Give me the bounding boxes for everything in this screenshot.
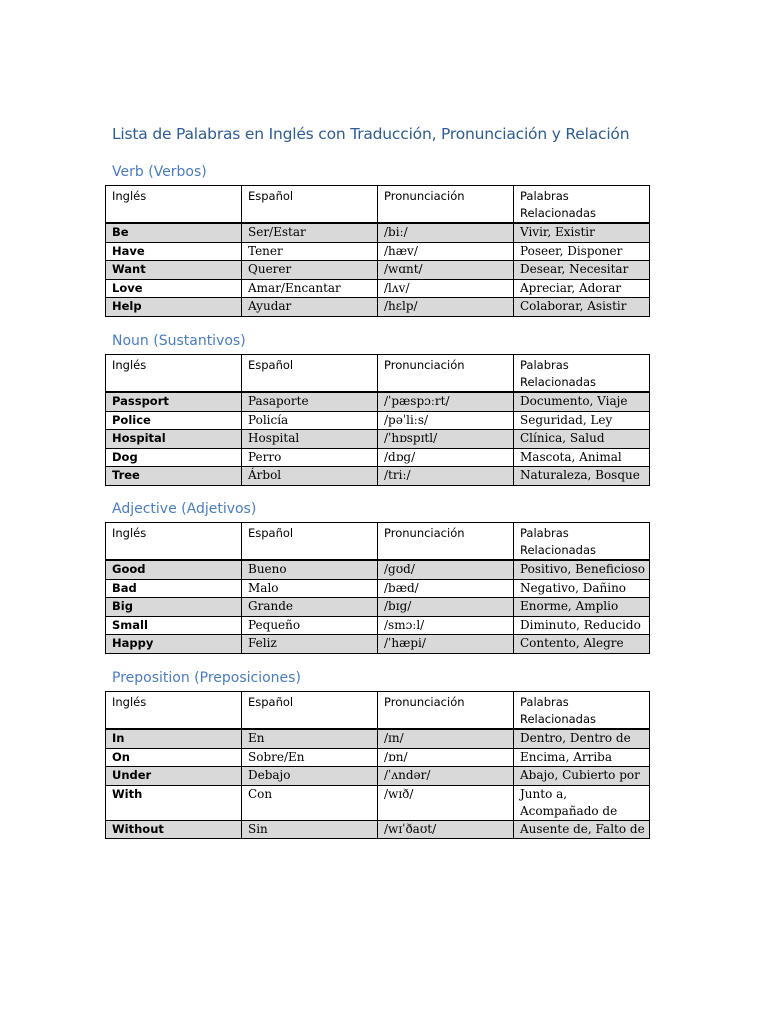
english-word: Hospital: [106, 430, 242, 449]
spanish-translation: Ser/Estar: [242, 223, 378, 242]
english-word: Love: [106, 279, 242, 298]
spanish-translation: Tener: [242, 242, 378, 261]
english-word: Small: [106, 616, 242, 635]
table-row: [106, 392, 650, 411]
spanish-translation: Árbol: [242, 467, 378, 486]
pronunciation: /smɔːl/: [378, 616, 514, 635]
english-word: Want: [106, 261, 242, 280]
pronunciation: /ˈhæpi/: [378, 635, 514, 654]
related-words: Clínica, Salud: [514, 430, 650, 449]
spanish-translation: Con: [242, 785, 378, 820]
section-heading: Noun (Sustantivos): [112, 333, 246, 349]
pronunciation: /bæd/: [378, 579, 514, 598]
header-pronunciation: Pronunciación: [378, 523, 514, 561]
table-row: [106, 279, 650, 298]
spanish-translation: Perro: [242, 448, 378, 467]
pronunciation: /bɪg/: [378, 598, 514, 617]
related-words: Diminuto, Reducido: [514, 616, 650, 635]
table-row: [106, 785, 650, 820]
related-words: Seguridad, Ley: [514, 411, 650, 430]
spanish-translation: Bueno: [242, 560, 378, 579]
header-spanish: Español: [242, 523, 378, 561]
table-header-row: [106, 523, 650, 561]
english-word: Happy: [106, 635, 242, 654]
english-word: On: [106, 748, 242, 767]
header-related-line2: Relacionadas: [520, 712, 597, 726]
spanish-translation: Hospital: [242, 430, 378, 449]
vocabulary-table: [105, 185, 650, 317]
english-word: Police: [106, 411, 242, 430]
pronunciation: /ɒn/: [378, 748, 514, 767]
related-words: Poseer, Disponer: [514, 242, 650, 261]
table-row: [106, 598, 650, 617]
section-prepositions: [105, 669, 649, 839]
table-row: [106, 616, 650, 635]
page-title: Lista de Palabras en Inglés con Traducción, Pronunciación y Relación: [112, 125, 630, 143]
english-word: Passport: [106, 392, 242, 411]
spanish-translation: Sin: [242, 820, 378, 839]
table-row: [106, 635, 650, 654]
header-related-line1: Palabras: [520, 189, 569, 203]
pronunciation: /hæv/: [378, 242, 514, 261]
table-header-row: [106, 355, 650, 393]
section-nouns: [105, 332, 649, 486]
spanish-translation: Sobre/En: [242, 748, 378, 767]
pronunciation: /ˈʌndər/: [378, 767, 514, 786]
pronunciation: /hɛlp/: [378, 298, 514, 317]
header-related-line1: Palabras: [520, 526, 569, 540]
english-word: With: [106, 785, 242, 820]
vocabulary-table: [105, 691, 650, 839]
header-related-line2: Relacionadas: [520, 543, 597, 557]
pronunciation: /dɒg/: [378, 448, 514, 467]
vocabulary-table: [105, 522, 650, 654]
table-row: [106, 579, 650, 598]
english-word: In: [106, 729, 242, 748]
header-related: [514, 355, 650, 393]
header-related: [514, 692, 650, 730]
english-word: Bad: [106, 579, 242, 598]
pronunciation: /wɑnt/: [378, 261, 514, 280]
section-heading: Verb (Verbos): [112, 164, 207, 180]
section-heading: Preposition (Preposiciones): [112, 670, 301, 686]
related-words: Negativo, Dañino: [514, 579, 650, 598]
spanish-translation: Grande: [242, 598, 378, 617]
table-row: [106, 767, 650, 786]
pronunciation: /ɪn/: [378, 729, 514, 748]
header-english: Inglés: [106, 355, 242, 393]
section-heading: Adjective (Adjetivos): [112, 501, 257, 517]
header-spanish: Español: [242, 692, 378, 730]
header-related: [514, 186, 650, 224]
english-word: Good: [106, 560, 242, 579]
spanish-translation: Pasaporte: [242, 392, 378, 411]
table-row: [106, 729, 650, 748]
spanish-translation: Ayudar: [242, 298, 378, 317]
header-spanish: Español: [242, 355, 378, 393]
header-english: Inglés: [106, 692, 242, 730]
pronunciation: /wɪð/: [378, 785, 514, 820]
related-words: Documento, Viaje: [514, 392, 650, 411]
header-related-line2: Relacionadas: [520, 206, 597, 220]
table-row: [106, 748, 650, 767]
english-word: Have: [106, 242, 242, 261]
table-row: [106, 242, 650, 261]
section-adjectives: [105, 500, 649, 654]
related-words: Naturaleza, Bosque: [514, 467, 650, 486]
related-words: Encima, Arriba: [514, 748, 650, 767]
pronunciation: /ˈpæspɔːrt/: [378, 392, 514, 411]
related-words: Desear, Necesitar: [514, 261, 650, 280]
header-related-line1: Palabras: [520, 358, 569, 372]
table-row: [106, 560, 650, 579]
spanish-translation: Amar/Encantar: [242, 279, 378, 298]
related-words: Apreciar, Adorar: [514, 279, 650, 298]
table-header-row: [106, 692, 650, 730]
english-word: Dog: [106, 448, 242, 467]
english-word: Help: [106, 298, 242, 317]
header-pronunciation: Pronunciación: [378, 692, 514, 730]
english-word: Without: [106, 820, 242, 839]
pronunciation: /wɪˈðaʊt/: [378, 820, 514, 839]
pronunciation: /triː/: [378, 467, 514, 486]
table-row: [106, 448, 650, 467]
header-related: [514, 523, 650, 561]
pronunciation: /pəˈliːs/: [378, 411, 514, 430]
pronunciation: /ˈhɒspɪtl/: [378, 430, 514, 449]
spanish-translation: Malo: [242, 579, 378, 598]
pronunciation: /lʌv/: [378, 279, 514, 298]
header-related-line1: Palabras: [520, 695, 569, 709]
vocabulary-table: [105, 354, 650, 486]
spanish-translation: Debajo: [242, 767, 378, 786]
related-words: Vivir, Existir: [514, 223, 650, 242]
related-words: Colaborar, Asistir: [514, 298, 650, 317]
related-words: Contento, Alegre: [514, 635, 650, 654]
table-row: [106, 467, 650, 486]
header-english: Inglés: [106, 186, 242, 224]
english-word: Under: [106, 767, 242, 786]
spanish-translation: Pequeño: [242, 616, 378, 635]
related-words: Dentro, Dentro de: [514, 729, 650, 748]
english-word: Be: [106, 223, 242, 242]
english-word: Tree: [106, 467, 242, 486]
pronunciation: /biː/: [378, 223, 514, 242]
header-english: Inglés: [106, 523, 242, 561]
spanish-translation: Querer: [242, 261, 378, 280]
table-header-row: [106, 186, 650, 224]
related-words: Enorme, Amplio: [514, 598, 650, 617]
table-row: [106, 261, 650, 280]
table-row: [106, 820, 650, 839]
pronunciation: /gʊd/: [378, 560, 514, 579]
table-row: [106, 298, 650, 317]
spanish-translation: Feliz: [242, 635, 378, 654]
related-words: Ausente de, Falto de: [514, 820, 650, 839]
header-pronunciation: Pronunciación: [378, 355, 514, 393]
spanish-translation: Policía: [242, 411, 378, 430]
related-words: Mascota, Animal: [514, 448, 650, 467]
table-row: [106, 223, 650, 242]
english-word: Big: [106, 598, 242, 617]
spanish-translation: En: [242, 729, 378, 748]
header-pronunciation: Pronunciación: [378, 186, 514, 224]
table-row: [106, 411, 650, 430]
header-related-line2: Relacionadas: [520, 375, 597, 389]
section-verbs: [105, 163, 649, 317]
related-words: Abajo, Cubierto por: [514, 767, 650, 786]
table-row: [106, 430, 650, 449]
related-words: Junto a, Acompañado de: [514, 785, 650, 820]
header-spanish: Español: [242, 186, 378, 224]
related-words: Positivo, Beneficioso: [514, 560, 650, 579]
